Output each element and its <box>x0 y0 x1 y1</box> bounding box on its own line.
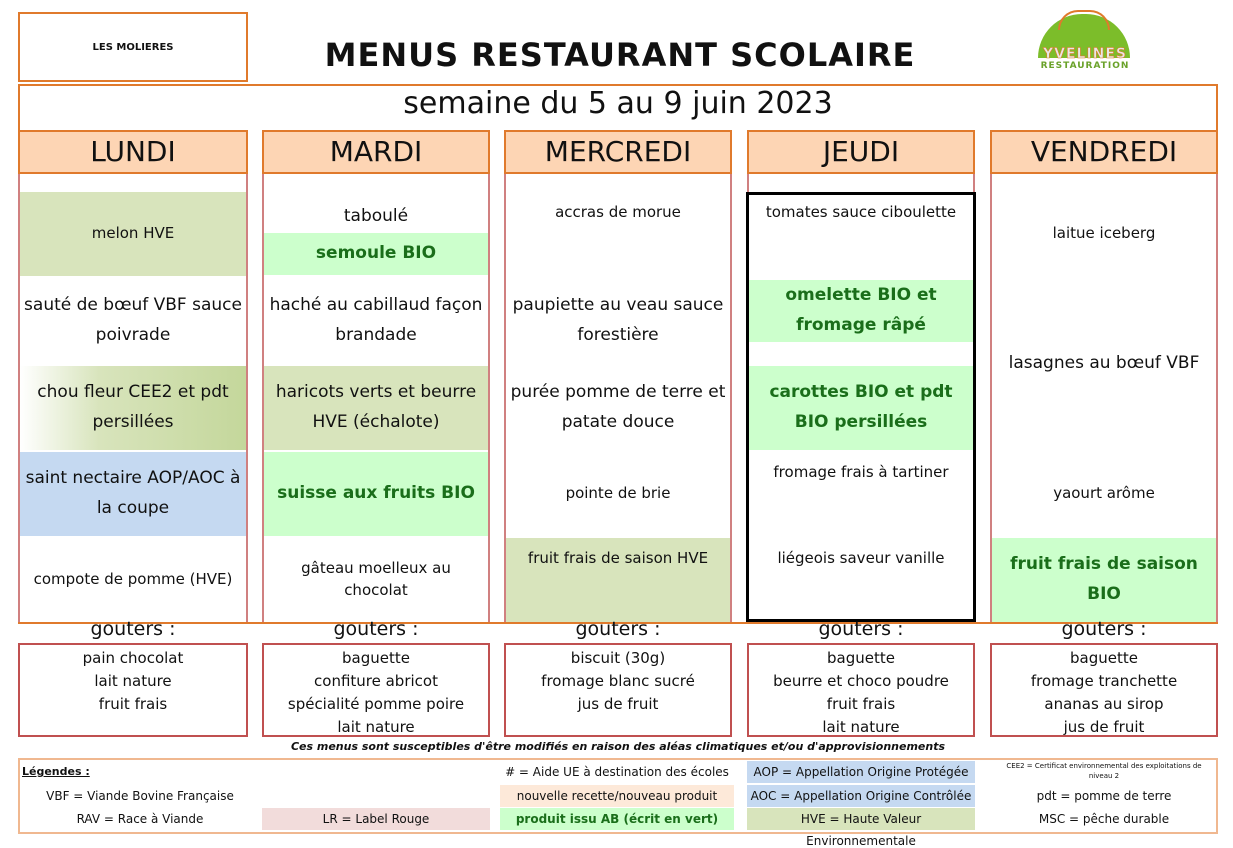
gouter-item: fromage blanc sucré <box>541 672 695 690</box>
legend-nouvelle: nouvelle recette/nouveau produit <box>500 785 734 807</box>
menu-item-dairy: suisse aux fruits BIO <box>264 452 488 536</box>
day-column-vendredi <box>990 174 1218 622</box>
menu-item-dessert: fruit frais de saison BIO <box>992 538 1216 622</box>
day-header-jeudi: JEUDI <box>747 130 975 174</box>
menu-item-main: haché au cabillaud façon brandade <box>269 295 483 345</box>
menu-item-dessert: fruit frais de saison HVE <box>506 538 730 622</box>
gouters-label: gouters : <box>818 618 904 640</box>
menu-item-dessert: liégeois saveur vanille <box>777 549 945 567</box>
gouters-lundi <box>18 643 248 737</box>
day-column-mardi <box>262 174 490 622</box>
day-header-vendredi: VENDREDI <box>990 130 1218 174</box>
menu-item-cheese: fromage frais à tartiner <box>773 463 949 481</box>
gouter-item: baguette <box>1070 649 1138 667</box>
gouter-item: pain chocolat <box>82 649 184 667</box>
menu-item-starter-bio: semoule BIO <box>264 233 488 275</box>
gouters-vendredi <box>990 643 1218 737</box>
legend-aop: AOP = Appellation Origine Protégée <box>747 761 975 783</box>
menu-item-main: paupiette au veau sauce forestière <box>512 295 724 345</box>
gouter-item: jus de fruit <box>1063 718 1145 736</box>
legend-title: Légendes : <box>22 765 90 778</box>
menu-item-starter: accras de morue <box>555 203 681 221</box>
logo-ring-icon <box>1058 10 1110 30</box>
menu-item-cheese: pointe de brie <box>565 484 671 503</box>
day-header-mardi: MARDI <box>262 130 490 174</box>
gouter-item: ananas au sirop <box>1044 695 1164 713</box>
logo-subtitle: RESTAURATION <box>1040 61 1130 71</box>
legend-bio: produit issu AB (écrit en vert) <box>500 808 734 830</box>
menu-item-side: haricots verts et beurre HVE (échalote) <box>264 366 488 450</box>
legend-lr: LR = Label Rouge <box>262 808 490 830</box>
menu-item-dairy: yaourt arôme <box>1053 484 1155 503</box>
menu-item-side: carottes BIO et pdt BIO persillées <box>749 366 973 450</box>
selection-outline <box>746 192 976 622</box>
gouters-jeudi <box>747 643 975 737</box>
gouter-item: jus de fruit <box>577 695 659 713</box>
week-title: semaine du 5 au 9 juin 2023 <box>403 86 833 121</box>
gouters-label: gouters : <box>575 618 661 640</box>
menu-item-side: chou fleur CEE2 et pdt persillées <box>20 366 246 450</box>
menu-item-starter: taboulé <box>343 206 409 227</box>
page-title: MENUS RESTAURANT SCOLAIRE <box>324 36 916 74</box>
gouter-item: lait nature <box>94 672 172 690</box>
gouter-item: baguette <box>342 649 410 667</box>
gouter-item: fruit frais <box>98 695 168 713</box>
school-name: LES MOLIERES <box>18 12 248 82</box>
menu-item-main: lasagnes au bœuf VBF <box>1008 353 1200 374</box>
menu-item-side: purée pomme de terre et patate douce <box>510 382 726 432</box>
menu-item-starter: laitue iceberg <box>1052 224 1156 243</box>
yvelines-restauration-logo <box>1020 8 1150 76</box>
disclaimer: Ces menus sont susceptibles d'être modifiés en raison des aléas climatiques et/ou d'approvisionnements <box>290 740 946 753</box>
logo-name: YVELINES <box>1042 46 1128 62</box>
menu-item-dessert: gâteau moelleux au chocolat <box>301 559 451 599</box>
legend-hve: HVE = Haute Valeur Environnementale <box>747 808 975 830</box>
menu-item-starter: melon HVE <box>20 192 246 276</box>
gouter-item: lait nature <box>822 718 900 736</box>
gouter-item: confiture abricot <box>314 672 438 690</box>
day-column-lundi <box>18 174 248 622</box>
menu-item-starter: tomates sauce ciboulette <box>765 203 957 221</box>
gouter-item: beurre et choco poudre <box>773 672 949 690</box>
gouter-item: spécialité pomme poire <box>287 695 465 713</box>
legend-aide: # = Aide UE à destination des écoles <box>505 765 729 779</box>
gouter-item: fruit frais <box>826 695 896 713</box>
gouters-label: gouters : <box>1061 618 1147 640</box>
legend-msc: MSC = pêche durable <box>1038 812 1170 826</box>
legend-cee2: CEE2 = Certificat environnemental des exploitations de niveau 2 <box>1006 762 1202 780</box>
gouters-label: gouters : <box>90 618 176 640</box>
gouters-mardi <box>262 643 490 737</box>
gouter-item: fromage tranchette <box>1030 672 1178 690</box>
menu-item-dessert: compote de pomme (HVE) <box>33 570 233 589</box>
day-column-mercredi <box>504 174 732 622</box>
menu-item-cheese: saint nectaire AOP/AOC à la coupe <box>20 452 246 536</box>
menu-item-main: omelette BIO et fromage râpé <box>749 280 973 342</box>
gouter-item: baguette <box>827 649 895 667</box>
gouter-item: biscuit (30g) <box>570 649 666 667</box>
legend-vbf: VBF = Viande Bovine Française <box>46 789 234 803</box>
legend-aoc: AOC = Appellation Origine Contrôlée <box>747 785 975 807</box>
legend-rav: RAV = Race à Viande <box>76 812 204 826</box>
menu-item-main: sauté de bœuf VBF sauce poivrade <box>24 295 242 345</box>
legend-pdt: pdt = pomme de terre <box>1036 789 1172 803</box>
gouters-mercredi <box>504 643 732 737</box>
gouters-label: gouters : <box>333 618 419 640</box>
gouter-item: lait nature <box>337 718 415 736</box>
day-header-lundi: LUNDI <box>18 130 248 174</box>
day-header-mercredi: MERCREDI <box>504 130 732 174</box>
